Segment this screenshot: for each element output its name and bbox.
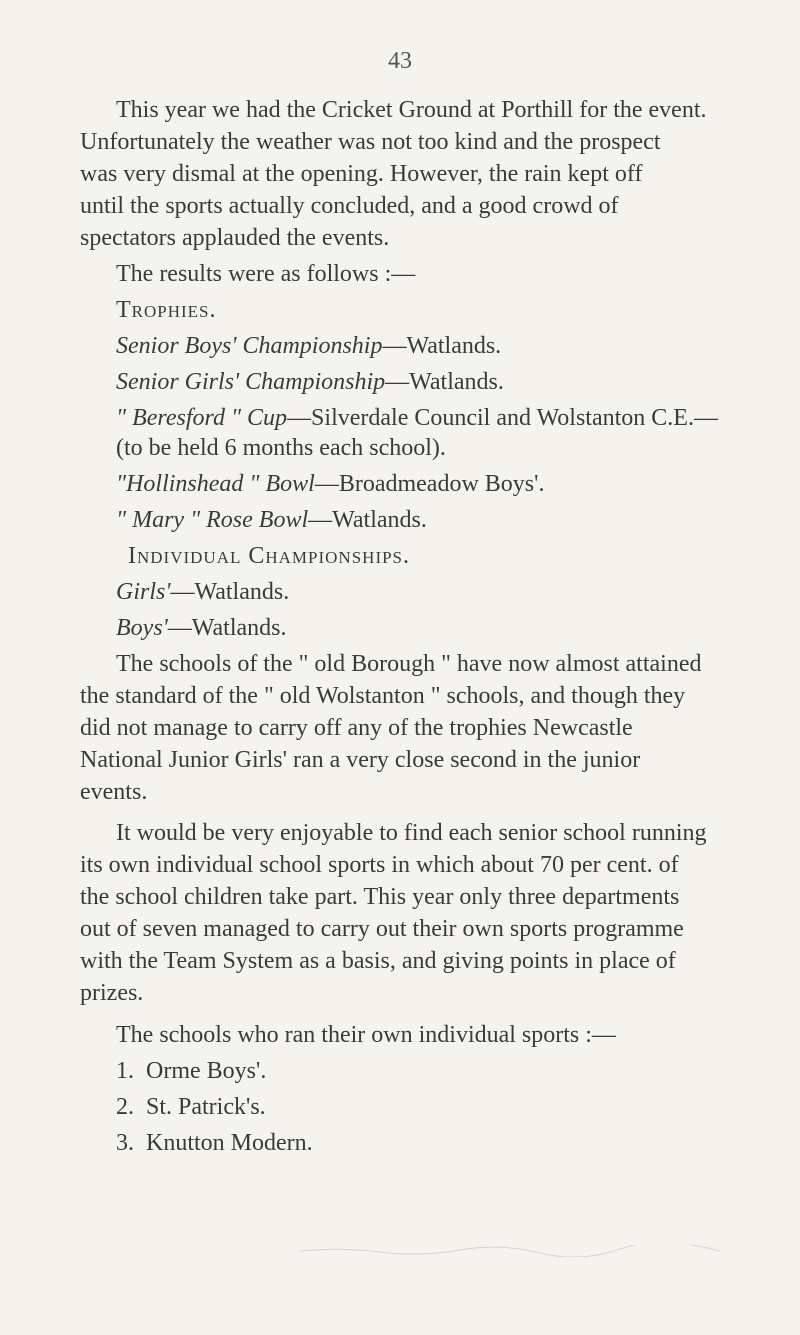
trophy-winner: Broadmeadow Boys'. xyxy=(338,471,545,497)
individual-winner: Watlands. xyxy=(191,615,287,641)
individual-sep: — xyxy=(167,615,192,641)
individual-item xyxy=(116,577,289,607)
trophy-item xyxy=(116,403,718,433)
para1-line-2: Unfortunately the weather was not too kind and the prospect xyxy=(80,129,661,155)
para2-line-1: The schools of the " old Borough " have now almost attained xyxy=(116,651,702,677)
individual-winner: Watlands. xyxy=(194,579,290,605)
results-intro: The results were as follows :— xyxy=(116,261,416,287)
para3-line-2: its own individual school sports in which about 70 per cent. of xyxy=(80,852,679,878)
list-item xyxy=(116,1092,266,1122)
trophy-winner: Silverdale Council and Wolstanton C.E.— xyxy=(311,405,718,431)
individual-name: Girls' xyxy=(116,579,171,605)
para3-line-1: It would be very enjoyable to find each senior school running xyxy=(116,820,707,846)
trophy-sep: — xyxy=(385,369,410,395)
trophy-item xyxy=(116,469,544,499)
list-school: Orme Boys'. xyxy=(146,1058,267,1084)
trophy-winner: Watlands. xyxy=(406,333,502,359)
trophy-name: " Beresford " Cup xyxy=(116,405,288,431)
para3-line-4: out of seven managed to carry out their own sports programme xyxy=(80,916,684,942)
list-item xyxy=(116,1056,266,1086)
para3-line-6: prizes. xyxy=(80,980,144,1006)
para2-line-3: did not manage to carry off any of the trophies Newcastle xyxy=(80,715,633,741)
individual-name: Boys' xyxy=(116,615,168,641)
trophy-sep: — xyxy=(314,471,339,497)
list-intro: The schools who ran their own individual sports :— xyxy=(116,1022,616,1048)
list-school: St. Patrick's. xyxy=(146,1094,266,1120)
para1-line-5: spectators applauded the events. xyxy=(80,225,390,251)
individual-sep: — xyxy=(170,579,195,605)
para1-line-4: until the sports actually concluded, and a good crowd of xyxy=(80,193,619,219)
trophies-heading: Trophies. xyxy=(116,297,217,323)
para2-line-4: National Junior Girls' ran a very close second in the junior xyxy=(80,747,641,773)
trophy-sep: — xyxy=(308,507,333,533)
para3-line-3: the school children take part. This year only three departments xyxy=(80,884,680,910)
individual-item xyxy=(116,613,287,643)
trophy-sep: — xyxy=(287,405,312,431)
trophy-name: Senior Girls' Championship xyxy=(116,369,386,395)
trophy-sep: — xyxy=(382,333,407,359)
trophy-name: Senior Boys' Championship xyxy=(116,333,383,359)
para2-line-2: the standard of the " old Wolstanton " schools, and though they xyxy=(80,683,686,709)
para1-line-3: was very dismal at the opening. However, the rain kept off xyxy=(80,161,643,187)
trophy-item xyxy=(116,505,427,535)
trophy-item xyxy=(116,367,504,397)
trophy-name: "Hollinshead " Bowl xyxy=(116,471,315,497)
trophy-winner: (to be held 6 months each school). xyxy=(116,435,446,461)
trophy-name: " Mary " Rose Bowl xyxy=(116,507,309,533)
individual-heading: Individual Championships. xyxy=(128,543,411,569)
list-number: 2. xyxy=(116,1094,134,1120)
trophy-winner: Watlands. xyxy=(409,369,504,395)
para1-line-1: This year we had the Cricket Ground at Porthill for the event. xyxy=(116,97,707,123)
list-number: 1. xyxy=(116,1058,134,1084)
para2-line-5: events. xyxy=(80,779,148,805)
list-number: 3. xyxy=(116,1130,134,1156)
page-number: 43 xyxy=(388,48,412,74)
para3-line-5: with the Team System as a basis, and giving points in place of xyxy=(80,948,676,974)
trophy-item-continuation xyxy=(116,433,446,463)
trophy-winner: Watlands. xyxy=(332,507,427,533)
list-school: Knutton Modern. xyxy=(146,1130,313,1156)
trophy-item xyxy=(116,331,501,361)
scan-noise xyxy=(300,1245,720,1257)
list-item xyxy=(116,1128,313,1158)
